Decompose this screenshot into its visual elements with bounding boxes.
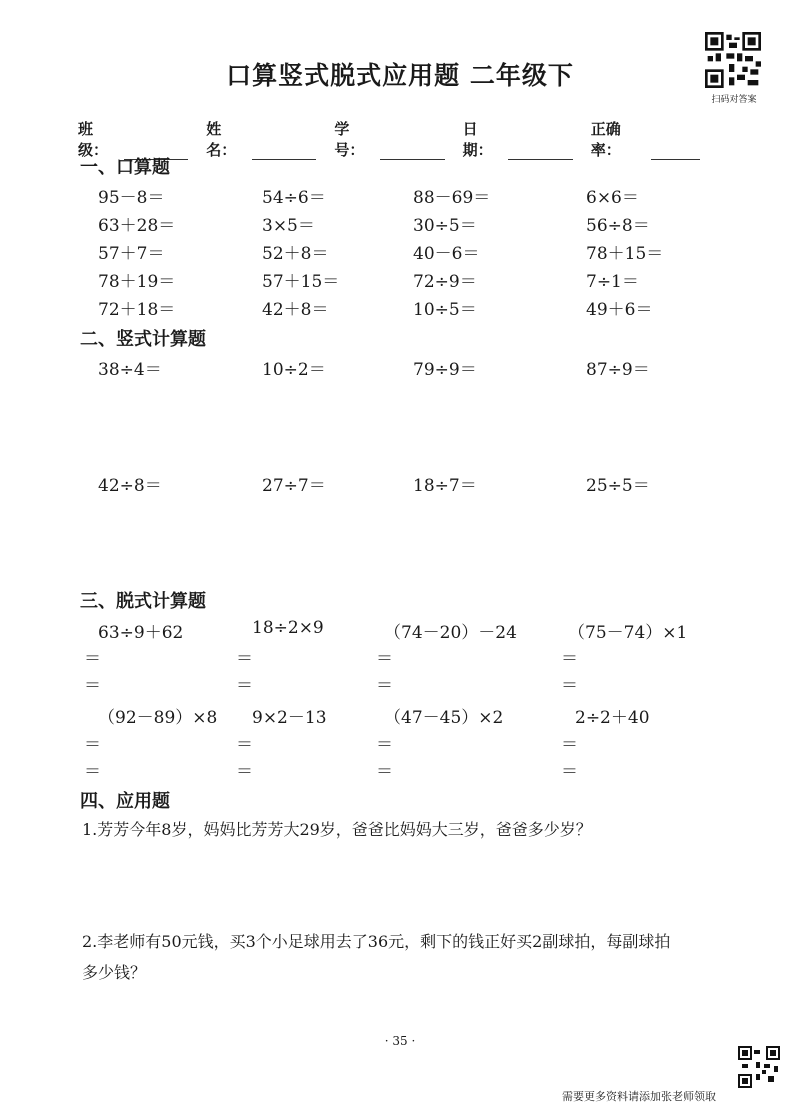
qr-code-icon xyxy=(705,32,761,88)
section-oral-heading: 一、口算题 xyxy=(80,157,170,178)
section-stepwise-heading: 三、脱式计算题 xyxy=(80,591,206,612)
oral-problem: 95－8＝ xyxy=(98,188,165,208)
equals-line: ＝ xyxy=(84,649,101,669)
info-label: 姓名： xyxy=(206,120,237,159)
oral-problem: 72÷9＝ xyxy=(413,272,477,292)
oral-problem: 10÷5＝ xyxy=(413,300,477,320)
contact-qr-code[interactable] xyxy=(738,1046,780,1092)
qr-caption: 扫码对答案 xyxy=(711,95,757,105)
page-number: · 35 · xyxy=(384,1034,416,1048)
oral-problem: 52＋8＝ xyxy=(262,244,329,264)
equals-line: ＝ xyxy=(84,762,101,782)
oral-problem: 88－69＝ xyxy=(413,188,491,208)
stepwise-problem: 63÷9＋62 xyxy=(98,623,184,643)
blank-line xyxy=(252,143,316,160)
oral-problem: 49＋6＝ xyxy=(586,300,653,320)
oral-problem: 72＋18＝ xyxy=(98,300,176,320)
oral-problem: 78＋19＝ xyxy=(98,272,176,292)
oral-problem: 54÷6＝ xyxy=(262,188,326,208)
equals-line: ＝ xyxy=(236,676,253,696)
oral-problem: 42＋8＝ xyxy=(262,300,329,320)
stepwise-problem: 18÷2×9 xyxy=(252,618,324,638)
vertical-problem: 18÷7＝ xyxy=(413,476,477,496)
oral-problem: 30÷5＝ xyxy=(413,216,477,236)
vertical-problem: 38÷4＝ xyxy=(98,360,162,380)
equals-line: ＝ xyxy=(561,762,578,782)
equals-line: ＝ xyxy=(236,735,253,755)
stepwise-problem: （92－89）×8 xyxy=(98,708,218,728)
equals-line: ＝ xyxy=(84,735,101,755)
equals-line: ＝ xyxy=(236,649,253,669)
section-word-heading: 四、应用题 xyxy=(80,791,170,812)
oral-problem: 6×6＝ xyxy=(586,188,639,208)
oral-problem: 57＋15＝ xyxy=(262,272,340,292)
info-accuracy[interactable] xyxy=(591,118,700,160)
equals-line: ＝ xyxy=(376,649,393,669)
vertical-problem: 42÷8＝ xyxy=(98,476,162,496)
oral-problem: 78＋15＝ xyxy=(586,244,664,264)
equals-line: ＝ xyxy=(376,735,393,755)
info-label: 日期： xyxy=(462,120,493,159)
vertical-problem: 87÷9＝ xyxy=(586,360,650,380)
answer-qr-code[interactable] xyxy=(705,32,769,105)
equals-line: ＝ xyxy=(236,762,253,782)
stepwise-problem: 9×2－13 xyxy=(252,708,327,728)
stepwise-problem: （75－74）×1 xyxy=(568,623,688,643)
oral-problem: 40－6＝ xyxy=(413,244,480,264)
footer-note: 需要更多资料请添加张老师领取 xyxy=(562,1090,716,1103)
equals-line: ＝ xyxy=(561,676,578,696)
oral-problem: 57＋7＝ xyxy=(98,244,165,264)
vertical-problem: 27÷7＝ xyxy=(262,476,326,496)
stepwise-problem: （74－20）－24 xyxy=(384,623,517,643)
page-title: 口算竖式脱式应用题 二年级下 xyxy=(226,61,574,90)
vertical-problem: 10÷2＝ xyxy=(262,360,326,380)
oral-problem: 3×5＝ xyxy=(262,216,315,236)
equals-line: ＝ xyxy=(376,676,393,696)
word-problem-2: 2.李老师有50元钱，买3个小足球用去了36元，剩下的钱正好买2副球拍，每副球拍多少钱？ xyxy=(82,932,671,982)
stepwise-problem: （47－45）×2 xyxy=(384,708,504,728)
oral-problem: 56÷8＝ xyxy=(586,216,650,236)
info-label: 班级： xyxy=(78,120,109,159)
word-problem-1: 1.芳芳今年8岁，妈妈比芳芳大29岁，爸爸比妈妈大三岁，爸爸多少岁？ xyxy=(82,820,592,839)
vertical-problem: 25÷5＝ xyxy=(586,476,650,496)
oral-problem: 63＋28＝ xyxy=(98,216,176,236)
student-info-bar xyxy=(78,118,718,160)
blank-line xyxy=(651,143,700,160)
equals-line: ＝ xyxy=(84,676,101,696)
info-label: 学号： xyxy=(334,120,365,159)
equals-line: ＝ xyxy=(376,762,393,782)
info-date[interactable] xyxy=(463,118,573,160)
equals-line: ＝ xyxy=(561,735,578,755)
blank-line xyxy=(508,143,572,160)
qr-code-icon xyxy=(738,1046,780,1088)
info-student-id[interactable] xyxy=(334,118,444,160)
equals-line: ＝ xyxy=(561,649,578,669)
stepwise-problem: 2÷2＋40 xyxy=(575,708,650,728)
blank-line xyxy=(380,143,444,160)
info-label: 正确率： xyxy=(590,120,621,159)
oral-problem: 7÷1＝ xyxy=(586,272,639,292)
info-name[interactable] xyxy=(206,118,316,160)
vertical-problem: 79÷9＝ xyxy=(413,360,477,380)
section-vertical-heading: 二、竖式计算题 xyxy=(80,329,206,350)
